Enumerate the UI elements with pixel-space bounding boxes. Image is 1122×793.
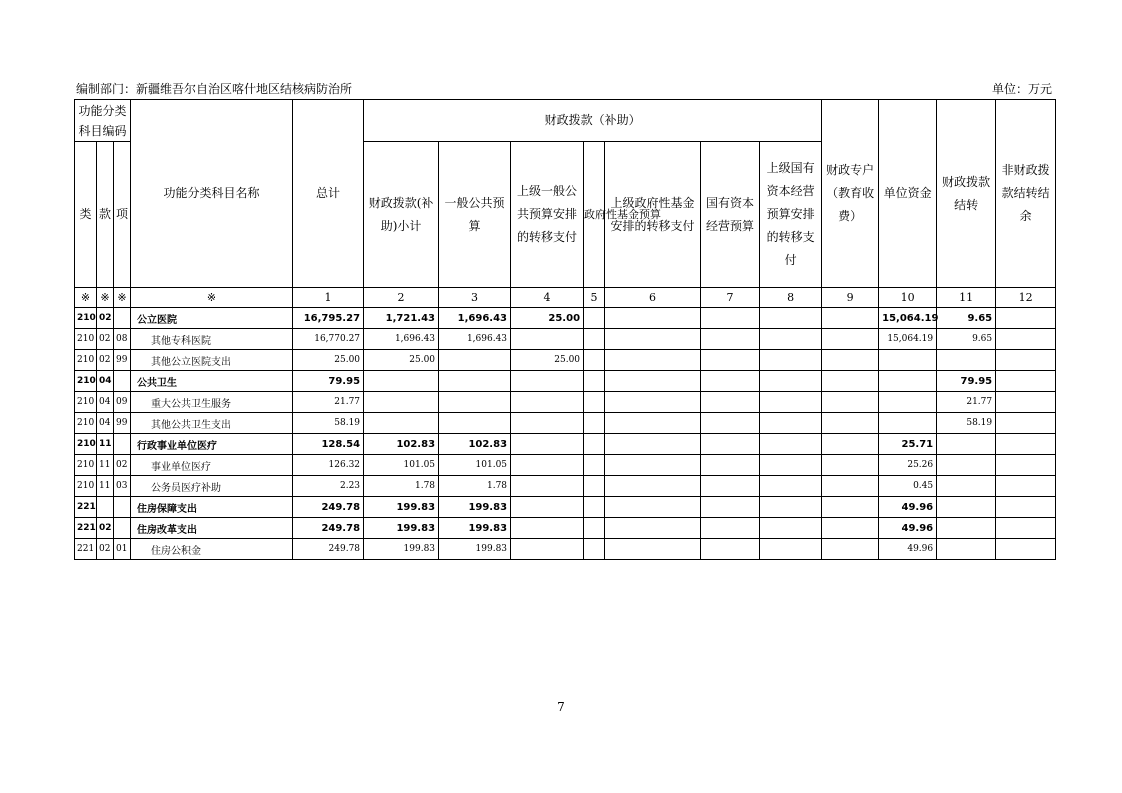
table-row (75, 455, 1056, 476)
amount-cell (701, 413, 760, 434)
amount-cell (584, 329, 605, 350)
amount-cell (584, 518, 605, 539)
amount-cell: 199.83 (364, 497, 439, 518)
amount-cell: 21.77 (937, 392, 996, 413)
amount-cell: 249.78 (293, 518, 364, 539)
lei-cell: 210 (75, 392, 97, 413)
index-cell: ※ (75, 288, 97, 308)
amount-cell: 249.78 (293, 539, 364, 560)
lei-cell: 210 (75, 329, 97, 350)
xiang-cell (114, 371, 131, 392)
amount-cell (822, 392, 879, 413)
amount-cell (439, 350, 511, 371)
subject-name-cell: 事业单位医疗 (131, 455, 293, 476)
table-row (75, 518, 1056, 539)
amount-cell (605, 308, 701, 329)
amount-cell (511, 434, 584, 455)
amount-cell (584, 308, 605, 329)
index-cell: 2 (364, 288, 439, 308)
amount-cell: 1,696.43 (439, 329, 511, 350)
amount-cell (996, 497, 1056, 518)
subject-name-cell: 住房公积金 (131, 539, 293, 560)
page-number: 7 (557, 700, 565, 714)
amount-cell: 49.96 (879, 539, 937, 560)
amount-cell (605, 350, 701, 371)
fiscal-subtotal-header: 财政拨款(补助)小计 (364, 142, 439, 288)
amount-cell (701, 476, 760, 497)
amount-cell: 102.83 (439, 434, 511, 455)
xiang-cell: 02 (114, 455, 131, 476)
unit-fund-header: 单位资金 (879, 100, 937, 288)
amount-cell: 21.77 (293, 392, 364, 413)
amount-cell (822, 455, 879, 476)
kuan-cell: 02 (97, 329, 114, 350)
amount-cell: 25.26 (879, 455, 937, 476)
subject-name-cell: 其他公共卫生支出 (131, 413, 293, 434)
upper-state-header: 上级国有资本经营预算安排的转移支付 (760, 142, 822, 288)
amount-cell: 128.54 (293, 434, 364, 455)
amount-cell (605, 392, 701, 413)
amount-cell: 79.95 (293, 371, 364, 392)
amount-cell (996, 371, 1056, 392)
amount-cell: 101.05 (439, 455, 511, 476)
amount-cell (822, 539, 879, 560)
amount-cell (605, 329, 701, 350)
subject-name-cell: 住房保障支出 (131, 497, 293, 518)
amount-cell (701, 371, 760, 392)
index-row (75, 288, 1056, 308)
lei-cell: 210 (75, 413, 97, 434)
amount-cell: 15,064.19 (879, 308, 937, 329)
kuan-cell: 02 (97, 308, 114, 329)
kuan-cell: 11 (97, 434, 114, 455)
table-row (75, 413, 1056, 434)
amount-cell (439, 371, 511, 392)
amount-cell (511, 539, 584, 560)
kuan-cell: 02 (97, 518, 114, 539)
amount-cell (605, 434, 701, 455)
amount-cell (937, 518, 996, 539)
lei-cell: 210 (75, 476, 97, 497)
table-row (75, 308, 1056, 329)
nonfiscal-header: 非财政拨款结转结余 (996, 100, 1056, 288)
index-cell: 4 (511, 288, 584, 308)
subject-name-cell: 公立医院 (131, 308, 293, 329)
amount-cell (996, 350, 1056, 371)
amount-cell (760, 371, 822, 392)
amount-cell (701, 455, 760, 476)
table-row (75, 350, 1056, 371)
amount-cell: 9.65 (937, 329, 996, 350)
amount-cell (511, 497, 584, 518)
amount-cell (511, 329, 584, 350)
amount-cell (584, 392, 605, 413)
amount-cell (822, 497, 879, 518)
table-row (75, 434, 1056, 455)
kuan-cell: 11 (97, 455, 114, 476)
amount-cell: 199.83 (364, 539, 439, 560)
lei-header: 类 (75, 142, 97, 288)
special-account-header: 财政专户（教育收费） (822, 100, 879, 288)
xiang-cell: 03 (114, 476, 131, 497)
amount-cell (364, 392, 439, 413)
amount-cell: 199.83 (439, 518, 511, 539)
amount-cell (760, 350, 822, 371)
amount-cell (584, 497, 605, 518)
xiang-cell: 01 (114, 539, 131, 560)
amount-cell: 2.23 (293, 476, 364, 497)
index-cell: 7 (701, 288, 760, 308)
amount-cell (879, 413, 937, 434)
amount-cell (701, 329, 760, 350)
amount-cell (701, 518, 760, 539)
amount-cell: 1.78 (439, 476, 511, 497)
amount-cell (701, 392, 760, 413)
amount-cell (364, 413, 439, 434)
total-column-header: 总计 (293, 100, 364, 288)
amount-cell (760, 434, 822, 455)
amount-cell (760, 476, 822, 497)
kuan-cell: 02 (97, 539, 114, 560)
amount-cell (605, 539, 701, 560)
xiang-cell: 99 (114, 350, 131, 371)
amount-cell (760, 329, 822, 350)
amount-cell (701, 539, 760, 560)
amount-cell: 126.32 (293, 455, 364, 476)
amount-cell (605, 371, 701, 392)
amount-cell (996, 392, 1056, 413)
amount-cell: 25.00 (293, 350, 364, 371)
amount-cell (822, 518, 879, 539)
amount-cell (760, 518, 822, 539)
amount-cell: 58.19 (293, 413, 364, 434)
xiang-cell: 99 (114, 413, 131, 434)
amount-cell (822, 371, 879, 392)
amount-cell (511, 392, 584, 413)
amount-cell (760, 392, 822, 413)
amount-cell (822, 329, 879, 350)
amount-cell: 58.19 (937, 413, 996, 434)
amount-cell (511, 518, 584, 539)
xiang-cell (114, 308, 131, 329)
amount-cell (511, 371, 584, 392)
amount-cell (605, 413, 701, 434)
amount-cell: 102.83 (364, 434, 439, 455)
amount-cell (701, 308, 760, 329)
index-cell: 1 (293, 288, 364, 308)
index-cell: ※ (97, 288, 114, 308)
table-row (75, 497, 1056, 518)
amount-cell: 199.83 (439, 539, 511, 560)
amount-cell (822, 350, 879, 371)
amount-cell (584, 371, 605, 392)
subject-name-cell: 公务员医疗补助 (131, 476, 293, 497)
xiang-cell: 09 (114, 392, 131, 413)
amount-cell (937, 476, 996, 497)
amount-cell (584, 350, 605, 371)
amount-cell (937, 434, 996, 455)
xiang-header: 项 (114, 142, 131, 288)
amount-cell: 249.78 (293, 497, 364, 518)
amount-cell: 25.00 (364, 350, 439, 371)
amount-cell (439, 392, 511, 413)
amount-cell (605, 476, 701, 497)
index-cell: 6 (605, 288, 701, 308)
table-row (75, 539, 1056, 560)
amount-cell (996, 329, 1056, 350)
amount-cell (584, 455, 605, 476)
amount-cell (760, 308, 822, 329)
index-cell: ※ (114, 288, 131, 308)
xiang-cell (114, 518, 131, 539)
fiscal-group-header: 财政拨款（补助） (364, 100, 822, 142)
lei-cell: 210 (75, 434, 97, 455)
kuan-cell (97, 497, 114, 518)
kuan-cell: 04 (97, 371, 114, 392)
amount-cell (605, 455, 701, 476)
subject-name-cell: 住房改革支出 (131, 518, 293, 539)
amount-cell: 15,064.19 (879, 329, 937, 350)
amount-cell: 1,721.43 (364, 308, 439, 329)
lei-cell: 210 (75, 455, 97, 476)
index-cell: ※ (131, 288, 293, 308)
general-budget-header: 一般公共预算 (439, 142, 511, 288)
amount-cell (701, 434, 760, 455)
amount-cell: 25.00 (511, 350, 584, 371)
upper-fund-header: 上级政府性基金安排的转移支付 (605, 142, 701, 288)
amount-cell (760, 539, 822, 560)
amount-cell (879, 392, 937, 413)
amount-cell: 101.05 (364, 455, 439, 476)
index-cell: 3 (439, 288, 511, 308)
amount-cell (511, 413, 584, 434)
amount-cell (605, 497, 701, 518)
lei-cell: 210 (75, 308, 97, 329)
index-cell: 11 (937, 288, 996, 308)
subject-name-cell: 其他公立医院支出 (131, 350, 293, 371)
table-row (75, 392, 1056, 413)
amount-cell (996, 413, 1056, 434)
amount-cell: 1,696.43 (364, 329, 439, 350)
amount-cell (822, 476, 879, 497)
amount-cell (937, 539, 996, 560)
amount-cell: 25.00 (511, 308, 584, 329)
index-cell: 5 (584, 288, 605, 308)
budget-table (74, 99, 1056, 560)
index-cell: 12 (996, 288, 1056, 308)
table-row (75, 329, 1056, 350)
lei-cell: 221 (75, 497, 97, 518)
amount-cell (701, 497, 760, 518)
unit-label: 单位：万元 (991, 82, 1052, 96)
amount-cell (439, 413, 511, 434)
code-group-header: 功能分类科目编码 (75, 100, 131, 142)
lei-cell: 210 (75, 371, 97, 392)
upper-general-header: 上级一般公共预算安排的转移支付 (511, 142, 584, 288)
amount-cell: 79.95 (937, 371, 996, 392)
amount-cell: 49.96 (879, 518, 937, 539)
xiang-cell (114, 497, 131, 518)
amount-cell (822, 413, 879, 434)
amount-cell (511, 455, 584, 476)
index-cell: 10 (879, 288, 937, 308)
carryover-header: 财政拨款结转 (937, 100, 996, 288)
xiang-cell (114, 434, 131, 455)
amount-cell: 0.45 (879, 476, 937, 497)
amount-cell: 25.71 (879, 434, 937, 455)
amount-cell: 9.65 (937, 308, 996, 329)
amount-cell (996, 518, 1056, 539)
amount-cell (822, 434, 879, 455)
department-label: 编制部门：新疆维吾尔自治区喀什地区结核病防治所 (76, 82, 353, 96)
kuan-cell: 04 (97, 413, 114, 434)
amount-cell (996, 539, 1056, 560)
index-cell: 9 (822, 288, 879, 308)
lei-cell: 221 (75, 539, 97, 560)
kuan-cell: 04 (97, 392, 114, 413)
subject-name-cell: 重大公共卫生服务 (131, 392, 293, 413)
amount-cell (996, 476, 1056, 497)
amount-cell: 1,696.43 (439, 308, 511, 329)
amount-cell (937, 455, 996, 476)
kuan-cell: 11 (97, 476, 114, 497)
subject-name-cell: 行政事业单位医疗 (131, 434, 293, 455)
amount-cell (937, 350, 996, 371)
amount-cell (996, 308, 1056, 329)
amount-cell: 199.83 (439, 497, 511, 518)
kuan-cell: 02 (97, 350, 114, 371)
amount-cell: 16,795.27 (293, 308, 364, 329)
name-column-header: 功能分类科目名称 (131, 100, 293, 288)
amount-cell (760, 413, 822, 434)
lei-cell: 221 (75, 518, 97, 539)
table-row (75, 371, 1056, 392)
amount-cell: 1.78 (364, 476, 439, 497)
amount-cell (584, 539, 605, 560)
amount-cell (996, 434, 1056, 455)
amount-cell (760, 455, 822, 476)
amount-cell: 16,770.27 (293, 329, 364, 350)
index-cell: 8 (760, 288, 822, 308)
state-capital-header: 国有资本经营预算 (701, 142, 760, 288)
subject-name-cell: 公共卫生 (131, 371, 293, 392)
amount-cell (701, 350, 760, 371)
gov-fund-header: 政府性基金预算 (584, 142, 605, 288)
amount-cell (760, 497, 822, 518)
amount-cell (879, 350, 937, 371)
amount-cell: 199.83 (364, 518, 439, 539)
lei-cell: 210 (75, 350, 97, 371)
amount-cell (822, 308, 879, 329)
amount-cell (511, 476, 584, 497)
amount-cell (996, 455, 1056, 476)
amount-cell (584, 476, 605, 497)
kuan-header: 款 (97, 142, 114, 288)
table-row (75, 476, 1056, 497)
xiang-cell: 08 (114, 329, 131, 350)
amount-cell: 49.96 (879, 497, 937, 518)
amount-cell (584, 413, 605, 434)
amount-cell (584, 434, 605, 455)
amount-cell (605, 518, 701, 539)
amount-cell (364, 371, 439, 392)
amount-cell (879, 371, 937, 392)
amount-cell (937, 497, 996, 518)
subject-name-cell: 其他专科医院 (131, 329, 293, 350)
